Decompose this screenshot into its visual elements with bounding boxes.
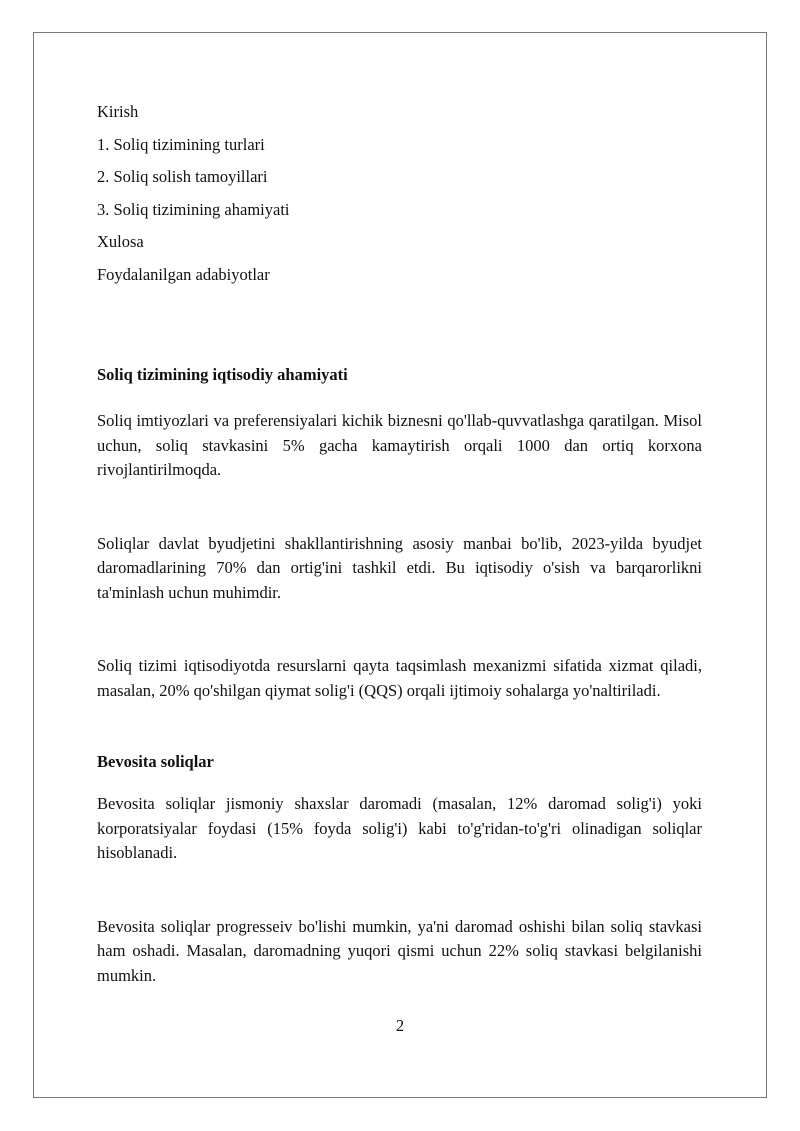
paragraph: Bevosita soliqlar progresseiv bo'lishi mumkin, ya'ni daromad oshishi bilan soliq stavkasi ham oshadi. Masalan, daromadning yuqori qismi uchun 22% soliq stavkasi belgilanishi mumkin. (97, 916, 702, 985)
section-heading-direct-taxes: Bevosita soliqlar (97, 752, 214, 771)
paragraph: Bevosita soliqlar jismoniy shaxslar daromadi (masalan, 12% daromad solig'i) yoki korporatsiyalar foydasi (15% foyda solig'i) kabi to'g'ridan-to'g'ri olinadigan soliqlar hisoblanadi. (97, 794, 702, 862)
toc-item-tax-system-types: 1. Soliq tizimining turlari (97, 134, 265, 154)
section-heading-economic-importance: Soliq tizimining iqtisodiy ahamiyati (97, 365, 348, 384)
paragraph: Soliq tizimi iqtisodiyotda resurslarni qayta taqsimlash mexanizmi sifatida xizmat qiladi, masalan, 20% qo'shilgan qiymat solig'i (QQS) orqali ijtimoiy sohalarga yo'naltiriladi. (97, 656, 702, 700)
toc-item-tax-system-importance: 3. Soliq tizimining ahamiyati (97, 199, 290, 219)
document-body (97, 96, 702, 988)
toc-item-taxation-principles: 2. Soliq solish tamoyillari (97, 167, 268, 186)
paragraph: Soliq imtiyozlari va preferensiyalari kichik biznesni qo'llab-quvvatlashga qaratilgan. Misol uchun, soliq stavkasini 5% gacha kamaytirish orqali 1000 dan ortiq korxona rivojlantirilmoqda. (97, 411, 702, 479)
toc-item-conclusion: Xulosa (97, 232, 144, 251)
table-of-contents (97, 96, 702, 291)
page-number: 2 (395, 1016, 405, 1035)
toc-item-introduction: Kirish (97, 102, 139, 121)
toc-item-references: Foydalanilgan adabiyotlar (97, 264, 270, 284)
paragraph: Soliqlar davlat byudjetini shakllantirishning asosiy manbai bo'lib, 2023-yilda byudjet daromadlarining 70% dan ortig'ini tashkil etdi. Bu iqtisodiy o'sish va barqarorlikni ta'minlash uchun muhimdir. (97, 533, 702, 602)
